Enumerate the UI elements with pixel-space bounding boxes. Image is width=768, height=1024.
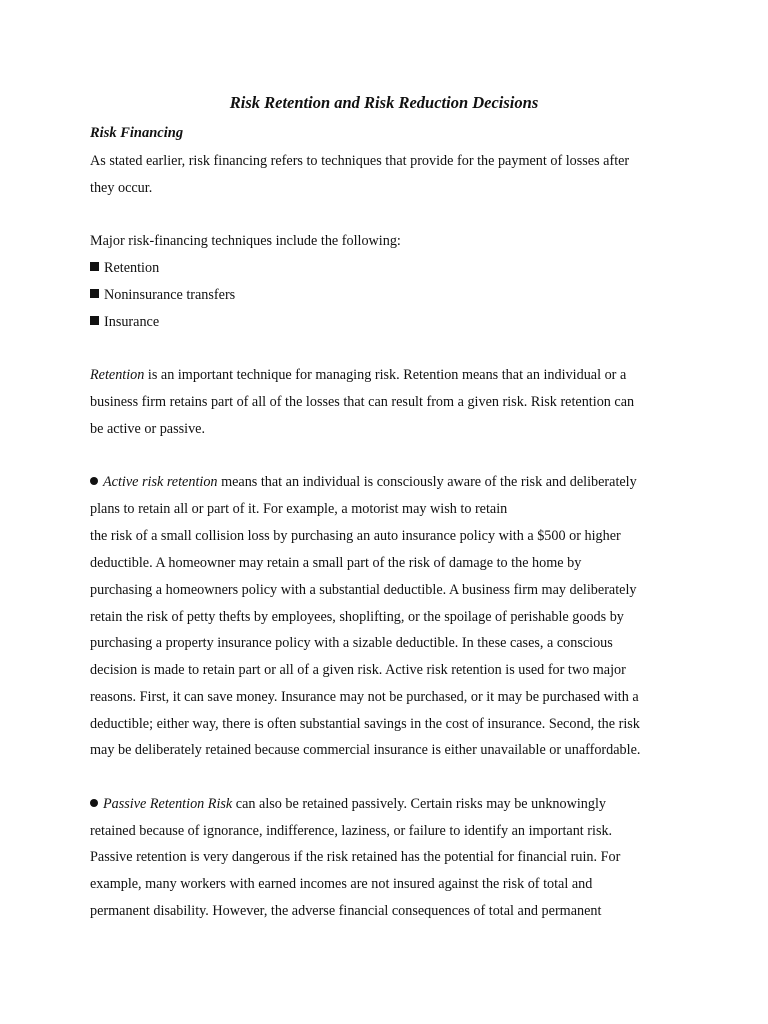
active-para-line: retain the risk of petty thefts by employees, shoplifting, or the spoilage of perishable goods by bbox=[90, 609, 624, 625]
bullet-dot-icon bbox=[90, 477, 98, 485]
active-para-line: deductible. A homeowner may retain a small part of the risk of damage to the home by bbox=[90, 555, 582, 571]
passive-para-line: permanent disability. However, the adverse financial consequences of total and permanent bbox=[90, 903, 602, 919]
list-item-label: Noninsurance transfers bbox=[104, 287, 236, 303]
document-title: Risk Retention and Risk Reduction Decisions bbox=[229, 93, 539, 112]
list-intro: Major risk-financing techniques include the following: bbox=[90, 233, 401, 249]
active-para-line: may be deliberately retained because commercial insurance is either unavailable or unaffordable. bbox=[90, 742, 641, 758]
bullet-dot-icon bbox=[90, 799, 98, 807]
square-bullet-icon bbox=[90, 262, 99, 271]
retention-term: Retention bbox=[90, 367, 145, 383]
passive-term: Passive Retention Risk bbox=[103, 796, 233, 812]
intro-line-2: they occur. bbox=[90, 180, 153, 196]
passive-para-line: retained because of ignorance, indifference, laziness, or failure to identify an important risk. bbox=[90, 823, 613, 839]
active-para-line-1 bbox=[90, 472, 637, 492]
list-item bbox=[90, 312, 159, 332]
list-item-label: Insurance bbox=[104, 314, 160, 330]
intro-line-1: As stated earlier, risk financing refers to techniques that provide for the payment of losses after bbox=[90, 153, 630, 169]
active-para-line: plans to retain all or part of it. For example, a motorist may wish to retain bbox=[90, 501, 508, 517]
retention-para-line-1 bbox=[90, 365, 626, 385]
list-item bbox=[90, 285, 235, 305]
retention-para-line: business firm retains part of all of the losses that can result from a given risk. Risk retention can bbox=[90, 394, 635, 410]
square-bullet-icon bbox=[90, 316, 99, 325]
retention-para-line: be active or passive. bbox=[90, 421, 206, 437]
passive-para-line-1 bbox=[90, 794, 606, 814]
active-term: Active risk retention bbox=[103, 474, 218, 490]
active-text: means that an individual is consciously aware of the risk and deliberately bbox=[217, 474, 637, 490]
section-heading: Risk Financing bbox=[90, 125, 184, 141]
active-para-line: the risk of a small collision loss by purchasing an auto insurance policy with a $500 or higher bbox=[90, 528, 621, 544]
list-item bbox=[90, 258, 159, 278]
active-para-line: reasons. First, it can save money. Insurance may not be purchased, or it may be purchased with a bbox=[90, 689, 639, 705]
active-para-line: purchasing a property insurance policy with a sizable deductible. In these cases, a conscious bbox=[90, 635, 613, 651]
passive-text: can also be retained passively. Certain risks may be unknowingly bbox=[232, 796, 607, 812]
square-bullet-icon bbox=[90, 289, 99, 298]
active-para-line: deductible; either way, there is often substantial savings in the cost of insurance. Second, the risk bbox=[90, 716, 640, 732]
list-item-label: Retention bbox=[104, 260, 160, 276]
passive-para-line: Passive retention is very dangerous if the risk retained has the potential for financial ruin. For bbox=[90, 849, 621, 865]
retention-text: is an important technique for managing risk. Retention means that an individual or a bbox=[144, 367, 627, 383]
passive-para-line: example, many workers with earned incomes are not insured against the risk of total and bbox=[90, 876, 593, 892]
active-para-line: decision is made to retain part or all of a given risk. Active risk retention is used for two major bbox=[90, 662, 626, 678]
active-para-line: purchasing a homeowners policy with a substantial deductible. A business firm may deliberately bbox=[90, 582, 637, 598]
